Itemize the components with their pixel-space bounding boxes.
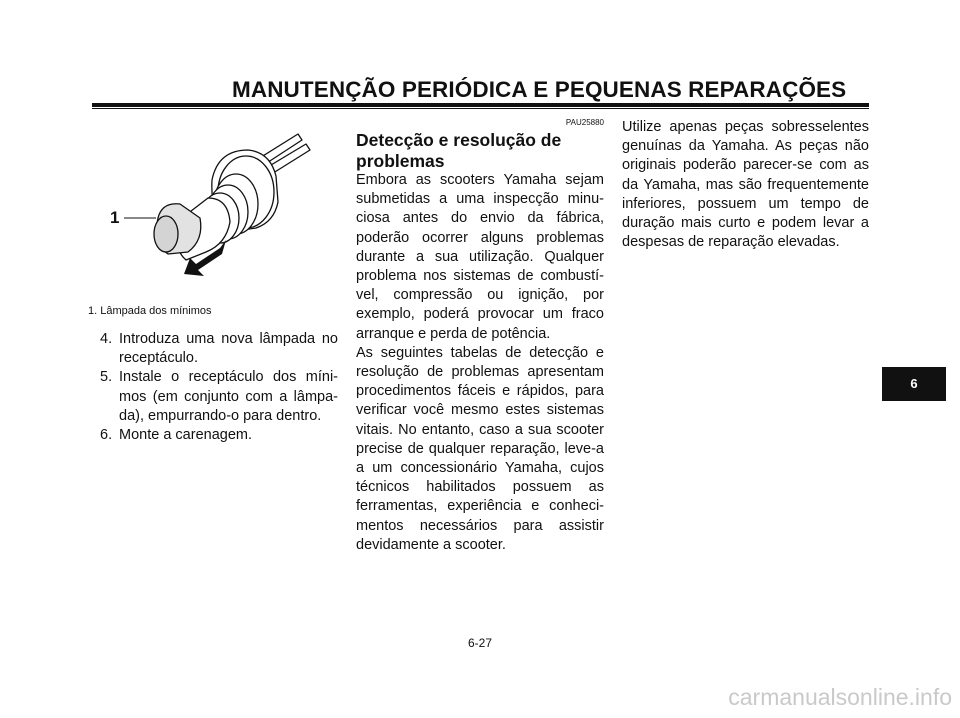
step-text: Introduza uma nova lâmpada no receptáculo. xyxy=(119,331,338,367)
bulb-tip xyxy=(154,216,178,252)
page-number: 6-27 xyxy=(467,636,493,650)
step-number: 4. xyxy=(100,331,113,347)
step-text: Instale o receptáculo dos míni-mos (em conjunto com a lâmpa-da), empurrando-o para dentro. xyxy=(119,369,338,424)
paragraph: Embora as scooters Yamaha sejam submetidas a uma inspecção minu-ciosa antes do envio da fábrica, poderão ocorrer alguns problemas durante a sua utilização. Qualquer problema nos sistemas de combustí-vel, compressão ou ignição, por exemplo, poderá provocar um fraco arranque e perda de potência. xyxy=(356,172,604,342)
figure-caption: 1. Lâmpada dos mínimos xyxy=(88,305,212,317)
genuine-parts-note xyxy=(622,118,869,252)
figure-callout-number: 1 xyxy=(110,208,120,227)
step-item xyxy=(100,426,338,445)
step-item xyxy=(100,330,338,368)
section-heading: Detecção e resolução de problemas xyxy=(356,130,562,171)
section-reference-code: PAU25880 xyxy=(565,118,604,127)
troubleshooting-intro xyxy=(356,171,604,555)
step-number: 6. xyxy=(100,427,113,444)
paragraph: As seguintes tabelas de detecção e resolução de problemas apresentam procedimentos fáceis e rápidos, para verificar você mesmo estes sistemas vitais. No entanto, caso a sua scooter precise de qualquer reparação, leve-a a um concessionário Yamaha, cujos técnicos habilitados possuem as ferramentas, experiência e conheci-mentos necessários para assistir devidamente a scooter. xyxy=(356,344,604,553)
page-header-title: MANUTENÇÃO PERIÓDICA E PEQUENAS REPARAÇÕES xyxy=(232,77,847,102)
bulb-socket-illustration xyxy=(100,122,320,282)
header-rule-thin xyxy=(92,108,869,109)
step-text: Monte a carenagem. xyxy=(119,427,252,444)
step-number: 5. xyxy=(100,369,113,386)
paragraph: Utilize apenas peças sobresselentes genuínas da Yamaha. As peças não originais poderão parecer-se com as da Yamaha, mas são frequentemente inferiores, possuem um tempo de duração mais curto e podem levar a despesas de reparação elevadas. xyxy=(622,119,869,251)
header-rule xyxy=(92,103,869,107)
bulb-socket-drawing xyxy=(100,122,320,282)
procedure-steps xyxy=(100,330,338,445)
watermark-text: carmanualsonline.info xyxy=(728,684,952,710)
chapter-tab: 6 xyxy=(882,367,946,401)
step-item xyxy=(100,368,338,426)
